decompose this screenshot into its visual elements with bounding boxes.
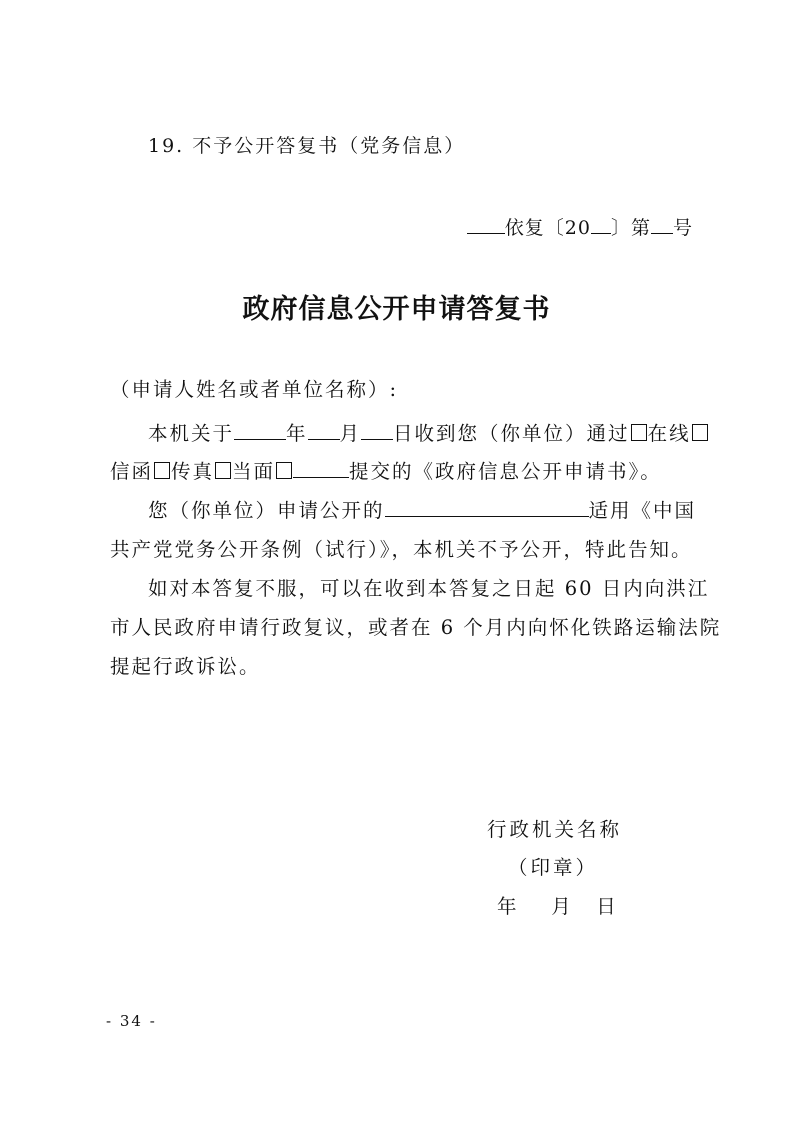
paragraph-1-line-2 bbox=[110, 456, 662, 484]
online-label: 在线 bbox=[647, 422, 691, 445]
page-number: - 34 - bbox=[106, 1012, 157, 1030]
section-title: 不予公开答复书（党务信息） bbox=[192, 135, 466, 157]
section-heading bbox=[148, 131, 465, 158]
online-checkbox[interactable] bbox=[631, 424, 647, 441]
date-line: 年 月 日 bbox=[497, 895, 619, 918]
p1-submitted-text: 提交的《政府信息公开申请书》。 bbox=[349, 460, 662, 483]
addressee-line: （申请人姓名或者单位名称）: bbox=[110, 378, 399, 401]
paragraph-2-line-2: 共产党党务公开条例（试行）》，本机关不予公开，特此告知。 bbox=[110, 538, 693, 561]
p1-text-a: 本机关于 bbox=[148, 422, 235, 445]
paragraph-2-line-1 bbox=[148, 495, 696, 523]
reference-part-3: 号 bbox=[672, 217, 693, 239]
p2-text-b: 适用《中国 bbox=[588, 499, 697, 522]
in-person-checkbox[interactable] bbox=[215, 462, 231, 479]
section-number: 19. bbox=[148, 135, 185, 157]
other-checkbox[interactable] bbox=[276, 462, 292, 479]
reference-part-2: 〕第 bbox=[610, 217, 651, 239]
day-blank bbox=[361, 421, 393, 440]
paragraph-3-line-2: 市人民政府申请行政复议，或者在 6 个月内向怀化铁路运输法院 bbox=[110, 616, 722, 639]
year-blank bbox=[234, 421, 286, 440]
fax-label: 传真 bbox=[171, 460, 215, 483]
reference-number bbox=[467, 213, 693, 240]
agency-name: 行政机关名称 bbox=[487, 818, 623, 841]
paragraph-3-line-1: 如对本答复不服，可以在收到本答复之日起 60 日内向洪江 bbox=[148, 577, 710, 600]
in-person-label: 当面 bbox=[232, 460, 276, 483]
other-blank bbox=[293, 459, 349, 478]
reference-number-blank bbox=[651, 215, 673, 234]
reference-part-1: 依复〔20 bbox=[504, 217, 591, 239]
reference-prefix-blank bbox=[467, 215, 505, 234]
paragraph-1-line-1 bbox=[148, 418, 709, 446]
p2-text-a: 您（你单位）申请公开的 bbox=[148, 499, 385, 522]
paragraph-3-line-3: 提起行政诉讼。 bbox=[110, 655, 261, 678]
p1-day-text: 日收到您（你单位）通过 bbox=[393, 422, 630, 445]
seal-label: （印章） bbox=[508, 856, 599, 879]
letter-checkbox[interactable] bbox=[692, 424, 708, 441]
requested-info-blank bbox=[385, 498, 589, 517]
reference-year-blank bbox=[591, 215, 611, 234]
p1-month-label: 月 bbox=[339, 422, 362, 445]
fax-checkbox[interactable] bbox=[154, 462, 170, 479]
document-title: 政府信息公开申请答复书 bbox=[242, 294, 551, 325]
p1-year-label: 年 bbox=[286, 422, 308, 445]
month-blank bbox=[308, 421, 340, 440]
letter-label: 信函 bbox=[110, 460, 154, 483]
